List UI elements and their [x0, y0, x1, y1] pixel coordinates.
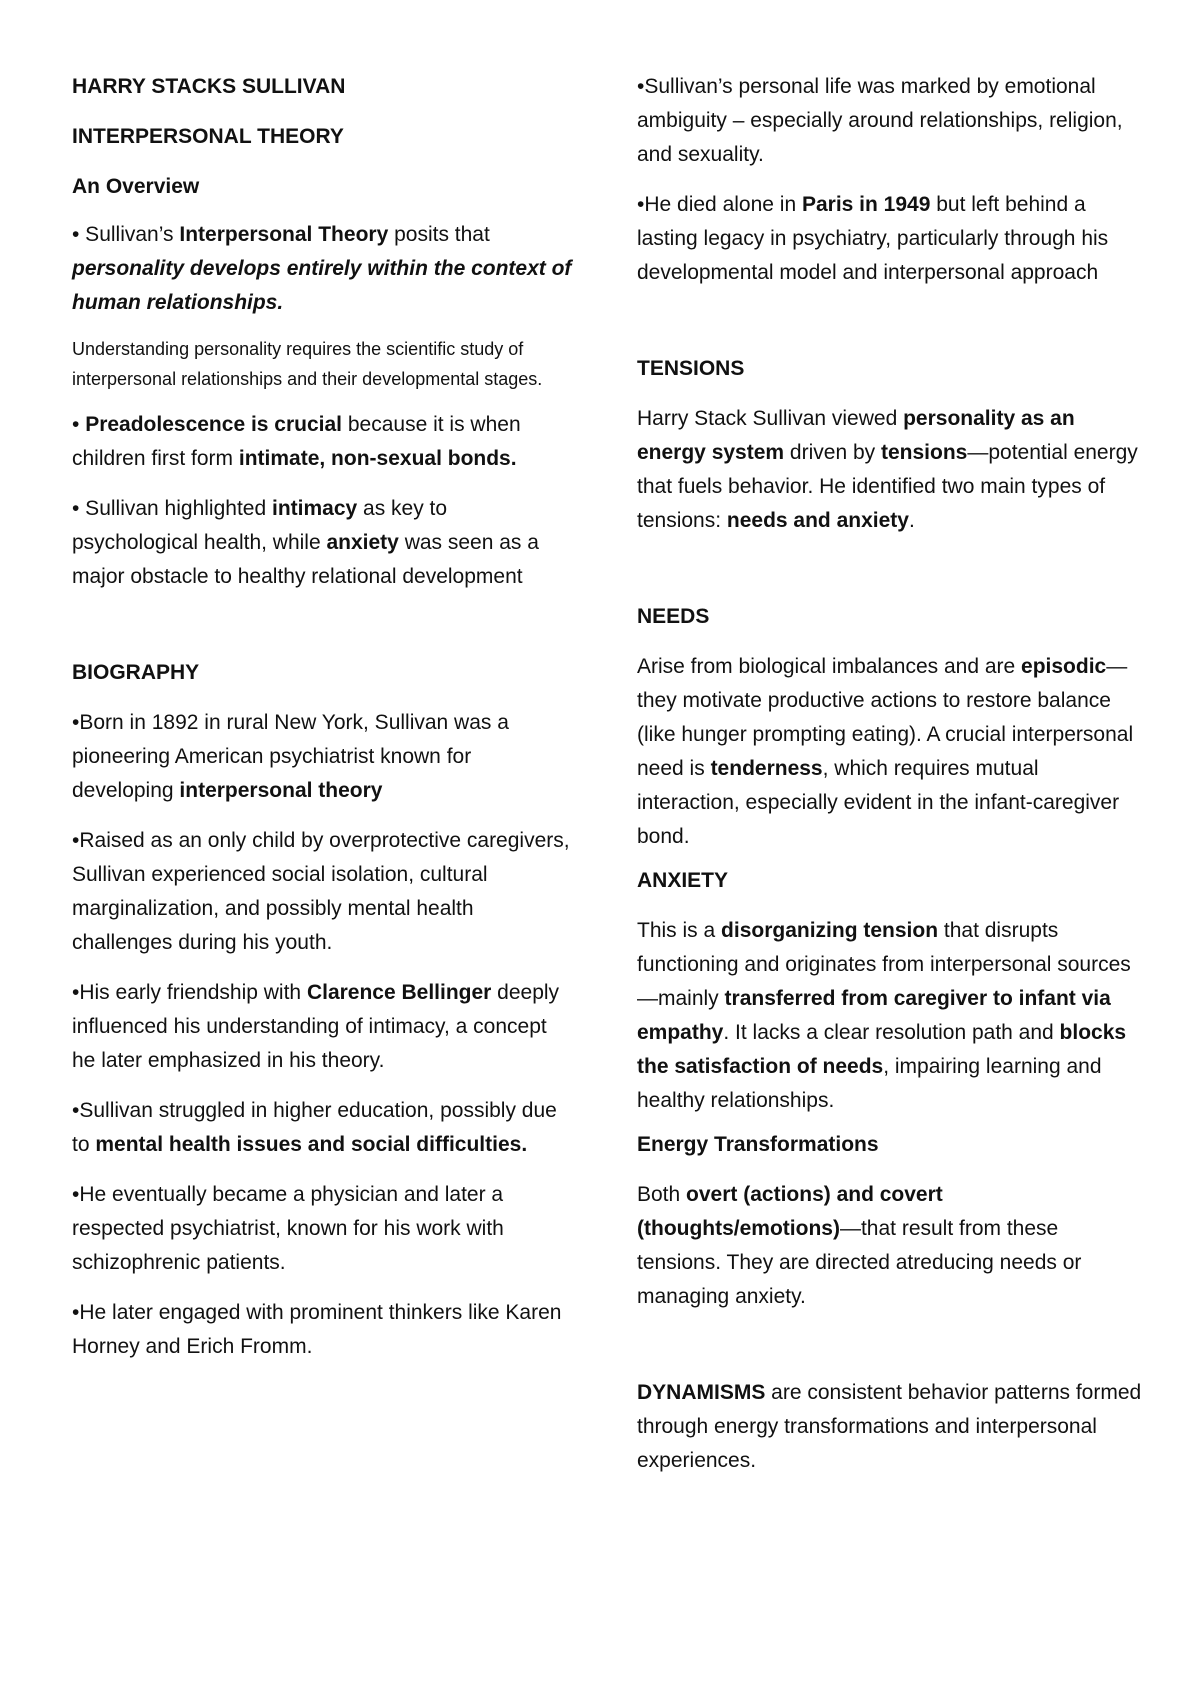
- biography-item-personal-life: •Sullivan’s personal life was marked by emotional ambiguity – especially around relationships, religion, and sexuality.: [637, 75, 1123, 166]
- document-title: HARRY STACKS SULLIVAN: [72, 75, 346, 98]
- overview-paragraph-preadolescence: [72, 408, 572, 476]
- biography-item-born: [72, 706, 572, 808]
- bold-span: transferred from caregiver to infant via empathy: [637, 987, 1111, 1044]
- text-span: was seen as a major obstacle to healthy relational development: [72, 531, 539, 588]
- text-span: Harry Stack Sullivan viewed: [637, 407, 904, 430]
- document-subtitle: INTERPERSONAL THEORY: [72, 125, 344, 148]
- anxiety-paragraph: [637, 914, 1147, 1118]
- dynamisms-paragraph: [637, 1376, 1147, 1478]
- tensions-heading: TENSIONS: [637, 357, 745, 380]
- text-span: that disrupts functioning and originates from interpersonal sources—mainly: [637, 919, 1131, 1010]
- overview-paragraph-interpersonal-theory: [72, 218, 572, 320]
- biography-heading: BIOGRAPHY: [72, 661, 200, 684]
- bold-span: interpersonal theory: [179, 779, 383, 802]
- energy-transformations-heading: Energy Transformations: [637, 1133, 879, 1156]
- bold-span: personality as an energy system: [637, 407, 1075, 464]
- text-span: •Sullivan struggled in higher education, possibly due to: [72, 1099, 557, 1156]
- needs-heading: NEEDS: [637, 605, 710, 628]
- text-span: .: [908, 509, 915, 532]
- overview-paragraph-intimacy: [72, 492, 572, 594]
- bold-span: tensions: [880, 441, 968, 464]
- biography-item-education: [72, 1094, 572, 1162]
- energy-transformations-paragraph: [637, 1178, 1147, 1314]
- needs-paragraph: [637, 650, 1147, 854]
- text-span: —potential energy that fuels behavior. He identified two main types of tensions:: [637, 441, 1138, 532]
- biography-item-thinkers: •He later engaged with prominent thinkers like Karen Horney and Erich Fromm.: [72, 1301, 562, 1358]
- text-span: •: [72, 413, 86, 436]
- bold-span: Paris in 1949: [801, 193, 931, 216]
- bold-span: Preadolescence is crucial: [85, 413, 343, 436]
- text-span: as key to psychological health, while: [72, 497, 448, 554]
- text-span: Arise from biological imbalances and are: [637, 655, 1022, 678]
- text-span: , which requires mutual interaction, especially evident in the infant-caregiver bond.: [637, 757, 1120, 848]
- bold-span: Interpersonal Theory: [179, 223, 389, 246]
- text-span: because it is when children first form: [72, 413, 521, 470]
- text-span: • Sullivan highlighted: [72, 497, 272, 520]
- text-span: •His early friendship with: [72, 981, 307, 1004]
- bold-span: DYNAMISMS: [637, 1381, 766, 1404]
- bold-span: blocks the satisfaction of needs: [637, 1021, 1127, 1078]
- bold-span: episodic: [1021, 655, 1107, 678]
- biography-item-death: [637, 188, 1147, 290]
- text-span: —that result from these tensions. They are directed atreducing needs or managing anxiety.: [637, 1217, 1082, 1308]
- text-span: —they motivate productive actions to restore balance (like hunger prompting eating). A crucial interpersonal need is: [637, 655, 1134, 780]
- text-span: posits that: [388, 223, 490, 246]
- right-column: [637, 70, 1147, 1478]
- bold-span: tenderness: [710, 757, 823, 780]
- biography-item-raised: •Raised as an only child by overprotective caregivers, Sullivan experienced social isolation, cultural marginalization, and possibly mental health challenges during his youth.: [72, 829, 570, 954]
- text-span: but left behind a lasting legacy in psychiatry, particularly through his developmental model and interpersonal approach: [637, 193, 1109, 284]
- text-span: . It lacks a clear resolution path and: [723, 1021, 1060, 1044]
- left-column: [72, 70, 572, 1364]
- text-span: driven by: [784, 441, 881, 464]
- text-span: are consistent behavior patterns formed through energy transformations and interpersonal experiences.: [637, 1381, 1142, 1472]
- overview-paragraph-understanding: Understanding personality requires the scientific study of interpersonal relationships and their developmental stages.: [72, 339, 543, 389]
- bold-span: needs and anxiety: [726, 509, 909, 532]
- bold-span: overt (actions) and covert (thoughts/emotions): [637, 1183, 943, 1240]
- text-span: deeply influenced his understanding of intimacy, a concept he later emphasized in his theory.: [72, 981, 560, 1072]
- bold-italic-span: personality develops entirely within the context of human relationships.: [72, 257, 572, 314]
- overview-heading: An Overview: [72, 175, 200, 198]
- text-span: •Born in 1892 in rural New York, Sullivan was a pioneering American psychiatrist known for developing: [72, 711, 509, 802]
- biography-item-physician: •He eventually became a physician and later a respected psychiatrist, known for his work with schizophrenic patients.: [72, 1183, 504, 1274]
- bold-span: mental health issues and social difficulties.: [95, 1133, 528, 1156]
- text-span: • Sullivan’s: [72, 223, 180, 246]
- anxiety-heading: ANXIETY: [637, 869, 729, 892]
- bold-span: Clarence Bellinger: [306, 981, 492, 1004]
- bold-span: anxiety: [326, 531, 399, 554]
- biography-item-friendship: [72, 976, 572, 1078]
- bold-span: intimacy: [271, 497, 358, 520]
- text-span: Both: [637, 1183, 687, 1206]
- text-span: •He died alone in: [637, 193, 802, 216]
- bold-span: intimate, non-sexual bonds.: [238, 447, 517, 470]
- bold-span: disorganizing tension: [721, 919, 939, 942]
- tensions-paragraph: [637, 402, 1147, 538]
- text-span: , impairing learning and healthy relationships.: [637, 1055, 1102, 1112]
- text-span: This is a: [637, 919, 722, 942]
